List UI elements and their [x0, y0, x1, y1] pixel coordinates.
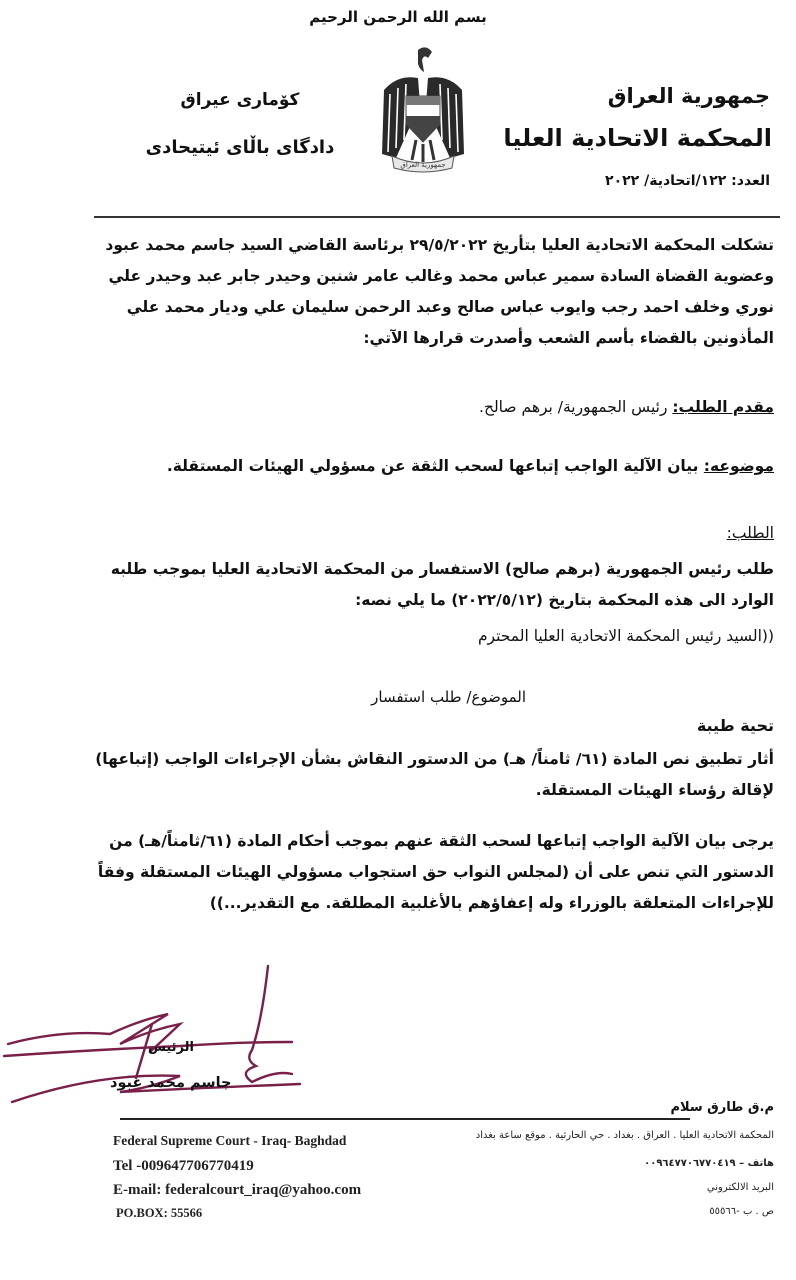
quote-subject: الموضوع/ طلب استفسار [371, 688, 526, 706]
signatory-name: جاسم محمد عبود [110, 1075, 232, 1091]
iraq-eagle-emblem-icon [378, 44, 468, 176]
subject-value: بيان الآلية الواجب إتباعها لسحب الثقة عن مسؤولي الهيئات المستقلة. [166, 457, 704, 475]
basmala: بسم الله الرحمن الرحيم [309, 8, 487, 26]
court-name-kurdish: دادگاى باڵاى ئيتيحادى [145, 137, 335, 158]
quote-paragraph-1: أثار تطبيق نص المادة (٦١/ ثامناً/ هـ) من الدستور النقاش بشأن الإجراءات الواجب (إتباعها) لإقالة رؤساء الهيئات المستقلة. [95, 750, 774, 799]
applicant-line [479, 398, 774, 416]
applicant-value: رئيس الجمهورية/ برهم صالح. [479, 398, 673, 416]
subject-label: موضوعه: [703, 457, 774, 475]
quote-paragraph-2: يرجى بيان الآلية الواجب إتباعها لسحب الثقة عنهم بموجب أحكام المادة (٦١/ثامناً/هـ) من الدستور التي تنص على أن (لمجلس النواب حق استجواب مسؤولي الهيئات المستقلة وفقاً للإجراءات المتعلقة بالوزراء وله إعفاؤهم بالأغلبية المطلقة. مع التقدير...)) [97, 832, 774, 912]
court-name-arabic: المحكمة الاتحادية العليا [503, 124, 772, 152]
footer-tel-en: Tel -009647706770419 [113, 1158, 254, 1174]
request-paragraph: طلب رئيس الجمهورية (برهم صالح) الاستفسار من المحكمة الاتحادية العليا بموجب طلبه الوارد الى هذه المحكمة بتاريخ (٢٠٢٢/٥/١٢) ما يلي نصه: [110, 560, 774, 609]
court-formation-paragraph: تشكلت المحكمة الاتحادية العليا بتأريخ ٢٩/٥/٢٠٢٢ برئاسة القاضي السيد جاسم محمد عبود وعضوية القضاة السادة سمير عباس محمد وغالب عامر شنين وحيدر جابر عبد وحيدر علي نوري وخلف احمد رجب وايوب عباس صالح وعبد الرحمن سليمان علي وديار محمد علي المأذونين بالقضاء بأسم الشعب وأصدرت قرارها الآتي: [105, 236, 774, 347]
applicant-label: مقدم الطلب: [672, 398, 774, 416]
greeting: تحية طيبة [696, 716, 774, 735]
footer-divider [120, 1118, 690, 1120]
republic-name-kurdish: كۆمارى عيراق [180, 90, 300, 110]
footer-court-name-en: Federal Supreme Court - Iraq- Baghdad [113, 1133, 347, 1148]
reference-number: العدد: ١٢٢/اتحادية/ ٢٠٢٢ [605, 173, 770, 189]
footer-pobox-en: PO.BOX: 55566 [116, 1206, 203, 1220]
request-label: الطلب: [726, 524, 774, 542]
header-divider [94, 216, 780, 218]
footer-email-label-ar: البريد الالكتروني [706, 1182, 774, 1193]
typist-initials: م.ق طارق سلام [670, 1100, 774, 1115]
emblem-caption: جمهورية العراق [400, 161, 446, 169]
footer-email-en[interactable]: E-mail: federalcourt_iraq@yahoo.com [113, 1182, 362, 1198]
subject-line [167, 457, 774, 475]
signatory-title: الرئيس [148, 1040, 194, 1055]
republic-name-arabic: جمهورية العراق [607, 84, 770, 108]
footer-pobox-ar: ص . ب -٥٥٥٦٦ [709, 1206, 774, 1217]
quote-salutation: ((السيد رئيس المحكمة الاتحادية العليا المحترم [477, 627, 774, 645]
footer-address-ar: المحكمة الاتحادية العليا . العراق . بغداد . حي الحارثية . موقع ساعة بغداد [475, 1130, 774, 1141]
footer-phone-ar: هاتف – ٠٠٩٦٤٧٧٠٦٧٧٠٤١٩ [644, 1158, 774, 1169]
